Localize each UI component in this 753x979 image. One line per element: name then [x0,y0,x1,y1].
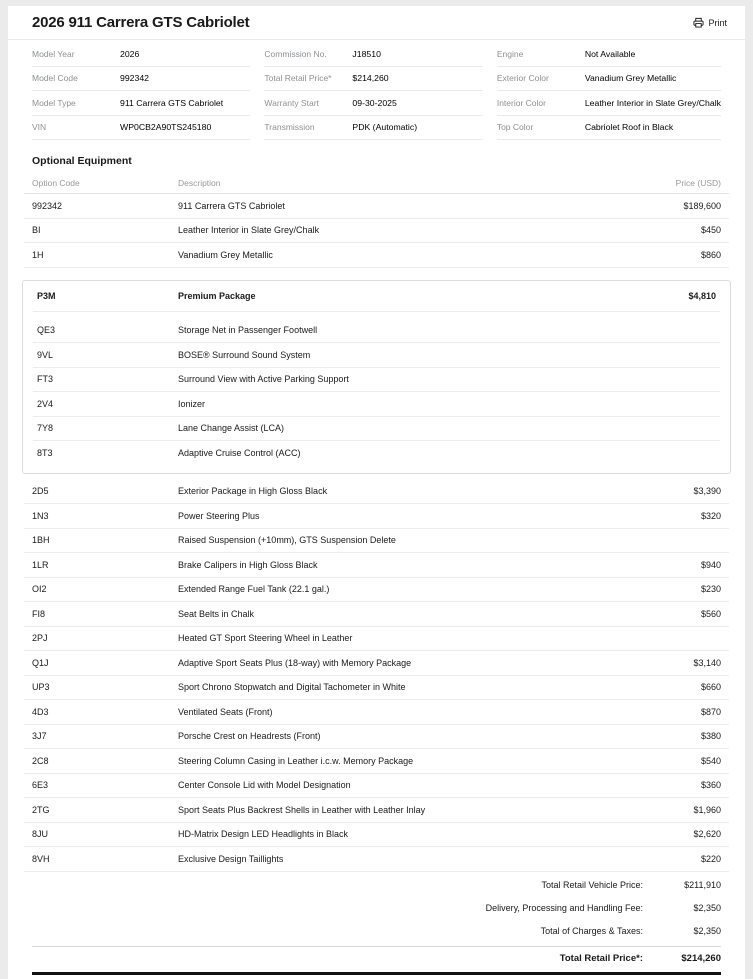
vehicle-info-label: Model Type [32,97,76,108]
equipment-description: HD-Matrix Design LED Headlights in Black [178,829,349,840]
equipment-description: 911 Carrera GTS Cabriolet [178,200,285,211]
equipment-description: Adaptive Sport Seats Plus (18-way) with Memory Package [178,657,412,668]
vehicle-info-row [32,116,250,141]
vehicle-info-row [264,42,482,67]
vehicle-info-label: Exterior Color [496,73,549,84]
equipment-price: $230 [700,584,721,595]
printer-icon [693,17,704,28]
equipment-description: Sport Seats Plus Backrest Shells in Leather with Leather Inlay [178,804,426,815]
vehicle-info-label: Commission No. [264,48,327,59]
package-header-row [33,281,720,312]
equipment-row [24,219,729,244]
equipment-option-code: 1N3 [32,510,49,521]
package-item-row [33,392,720,417]
column-header-option-code: Option Code [32,178,80,188]
package-item-row [33,343,720,368]
equipment-option-code: 3J7 [32,731,47,742]
equipment-option-code: 8T3 [37,448,53,459]
equipment-price: $380 [700,731,721,742]
vehicle-info-row [497,116,721,141]
equipment-description: Adaptive Cruise Control (ACC) [178,448,301,459]
equipment-price: $320 [700,510,721,521]
equipment-description: Seat Belts in Chalk [178,608,255,619]
vehicle-info-label: VIN [32,122,47,133]
equipment-group [8,194,745,268]
equipment-group [8,480,745,872]
page-title: 2026 911 Carrera GTS Cabriolet [32,14,250,31]
equipment-row [24,480,729,505]
equipment-row [24,553,729,578]
equipment-row [24,700,729,725]
vehicle-info-value: PDK (Automatic) [352,122,418,133]
vehicle-info-grid [8,42,745,140]
vehicle-detail-card [8,6,745,979]
total-label: Total of Charges & Taxes: [540,926,643,936]
vehicle-info-row [264,67,482,92]
equipment-row [24,529,729,554]
equipment-description: Porsche Crest on Headrests (Front) [178,731,321,742]
equipment-description: Center Console Lid with Model Designation [178,780,351,791]
equipment-option-code: 1LR [32,559,49,570]
print-button-label: Print [708,17,727,28]
equipment-option-code: OI2 [32,584,47,595]
equipment-option-code: 1BH [32,535,50,546]
equipment-price: $940 [700,559,721,570]
equipment-row [24,847,729,872]
package-item-row [33,441,720,466]
vehicle-info-label: Transmission [264,122,315,133]
package-item-row [33,319,720,344]
equipment-description: Brake Calipers in High Gloss Black [178,559,318,570]
vehicle-info-row [497,42,721,67]
vehicle-info-label: Warranty Start [264,97,319,108]
total-label: Total Retail Vehicle Price: [541,880,643,890]
equipment-description: Heated GT Sport Steering Wheel in Leather [178,633,353,644]
equipment-price: $450 [700,225,721,236]
equipment-row [24,725,729,750]
final-total-value: $214,260 [681,953,721,964]
equipment-description: Steering Column Casing in Leather i.c.w. Memory Package [178,755,414,766]
equipment-option-code: 8VH [32,853,50,864]
vehicle-info-row [264,116,482,141]
equipment-option-code: UP3 [32,682,50,693]
vehicle-info-value: Not Available [584,48,636,59]
equipment-option-code: 7Y8 [37,423,54,434]
group-gap [8,268,745,274]
equipment-price: $360 [700,780,721,791]
equipment-description: Exterior Package in High Gloss Black [178,486,328,497]
vehicle-info-value: 2026 [120,48,140,59]
vehicle-info-row [497,91,721,116]
equipment-description: Ionizer [178,398,206,409]
equipment-price: $870 [700,706,721,717]
vehicle-info-row [497,67,721,92]
equipment-price: $560 [700,608,721,619]
equipment-option-code: 2TG [32,804,50,815]
package-item-row [33,417,720,442]
vehicle-info-value: 992342 [120,73,149,84]
equipment-description: Exclusive Design Taillights [178,853,284,864]
vehicle-info-row [264,91,482,116]
equipment-row [24,578,729,603]
equipment-option-code: 992342 [32,200,63,211]
equipment-description: BOSE® Surround Sound System [178,349,311,360]
equipment-option-code: 6E3 [32,780,49,791]
equipment-option-code: QE3 [37,325,56,336]
vehicle-info-value: Leather Interior in Slate Grey/Chalk [584,97,721,108]
vehicle-info-row [32,42,250,67]
equipment-price: $860 [700,249,721,260]
equipment-option-code: FT3 [37,374,54,385]
total-value: $2,350 [693,903,721,913]
vehicle-info-value: 09-30-2025 [352,97,397,108]
total-value: $2,350 [693,926,721,936]
total-label: Delivery, Processing and Handling Fee: [485,903,643,913]
vehicle-info-label: Model Code [32,73,78,84]
equipment-description: Vanadium Grey Metallic [178,249,273,260]
equipment-option-code: 2PJ [32,633,48,644]
vehicle-info-column [497,42,721,140]
equipment-row [24,823,729,848]
card-header [8,6,745,40]
package-items [33,319,720,466]
column-header-description: Description [178,178,221,188]
vehicle-info-value: $214,260 [352,73,389,84]
vehicle-info-label: Top Color [496,122,534,133]
vehicle-info-label: Model Year [32,48,75,59]
equipment-description: Raised Suspension (+10mm), GTS Suspension Delete [178,535,396,546]
equipment-option-code: 8JU [32,829,49,840]
equipment-price: $1,960 [693,804,721,815]
vehicle-info-value: J18510 [352,48,381,59]
equipment-description: Extended Range Fuel Tank (22.1 gal.) [178,584,330,595]
equipment-row [24,504,729,529]
equipment-price: $3,140 [693,657,721,668]
vehicle-info-label: Interior Color [496,97,546,108]
equipment-row [24,676,729,701]
equipment-option-code: FI8 [32,608,46,619]
equipment-option-code: Q1J [32,657,49,668]
equipment-option-code: 2D5 [32,486,49,497]
vehicle-info-column [32,42,250,140]
equipment-option-code: BI [32,225,41,236]
equipment-table-header [24,173,729,194]
package-description: Premium Package [178,290,256,301]
equipment-option-code: 2C8 [32,755,49,766]
vehicle-info-value: Vanadium Grey Metallic [584,73,677,84]
vehicle-info-label: Total Retail Price* [264,73,332,84]
total-value: $211,910 [684,880,721,890]
total-row [32,874,721,897]
equipment-price: $189,600 [683,200,721,211]
equipment-option-code: 4D3 [32,706,49,717]
equipment-description: Power Steering Plus [178,510,260,521]
equipment-description: Leather Interior in Slate Grey/Chalk [178,225,320,236]
premium-package-group [22,280,731,474]
equipment-option-code: 2V4 [37,398,54,409]
equipment-row [24,774,729,799]
vehicle-info-row [32,67,250,92]
bottom-rule [32,972,721,975]
equipment-row [24,194,729,219]
vehicle-info-label: Engine [496,48,524,59]
equipment-row [24,602,729,627]
equipment-row [24,243,729,268]
total-row [32,920,721,943]
equipment-row [24,651,729,676]
equipment-option-code: 9VL [37,349,54,360]
final-total-row [32,946,721,971]
equipment-description: Storage Net in Passenger Footwell [178,325,318,336]
equipment-row [24,627,729,652]
equipment-price: $660 [700,682,721,693]
equipment-price: $540 [700,755,721,766]
package-option-code: P3M [37,290,56,301]
equipment-option-code: 1H [32,249,44,260]
vehicle-info-row [32,91,250,116]
totals-section [32,874,721,943]
equipment-description: Lane Change Assist (LCA) [178,423,285,434]
equipment-description: Ventilated Seats (Front) [178,706,273,717]
total-row [32,897,721,920]
equipment-price: $2,620 [693,829,721,840]
final-total-label: Total Retail Price*: [559,953,643,964]
equipment-row [24,798,729,823]
equipment-price: $220 [700,853,721,864]
equipment-price: $3,390 [693,486,721,497]
package-item-row [33,368,720,393]
optional-equipment-heading: Optional Equipment [32,155,132,167]
package-price: $4,810 [688,290,716,301]
vehicle-info-value: WP0CB2A90TS245180 [120,122,212,133]
equipment-description: Sport Chrono Stopwatch and Digital Tachometer in White [178,682,406,693]
equipment-description: Surround View with Active Parking Support [178,374,349,385]
vehicle-info-column [264,42,482,140]
print-button[interactable] [693,17,727,28]
column-header-price: Price (USD) [675,178,721,188]
vehicle-info-value: Cabriolet Roof in Black [584,122,674,133]
equipment-row [24,749,729,774]
vehicle-info-value: 911 Carrera GTS Cabriolet [120,97,224,108]
package-spacer [33,312,720,319]
equipment-groups [8,194,745,872]
